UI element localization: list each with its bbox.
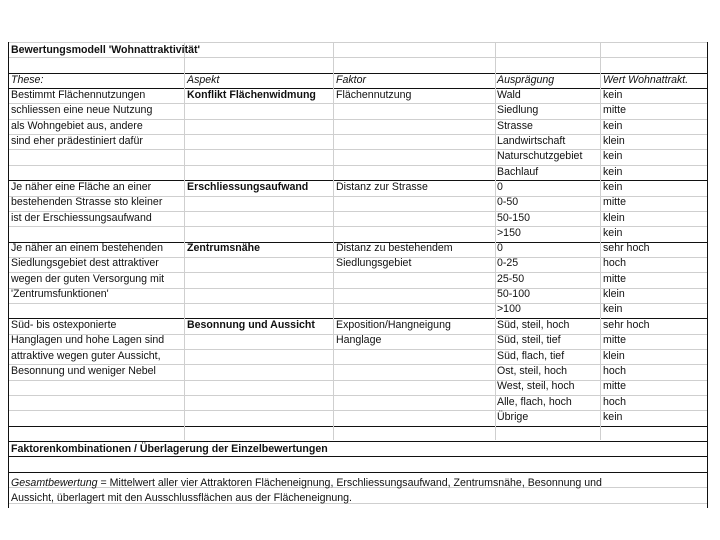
header-these: These: [11,74,44,86]
auspraegung-value: 0 [497,242,503,254]
wert-value: hoch [603,395,626,408]
wert-value: kein [603,303,623,316]
header-faktor: Faktor [336,74,367,86]
grid-col-line [184,42,185,440]
wert-value: kein [603,165,623,178]
wert-value: hoch [603,365,626,378]
faktor-label: Hanglage [336,334,382,347]
grid-col-line [8,42,9,508]
grid-col-line [333,42,334,440]
wert-value: kein [603,411,623,424]
auspraegung-value: 50-100 [497,288,530,301]
auspraegung-value: >100 [497,303,521,316]
auspraegung-value: Ost, steil, hoch [497,365,568,378]
auspraegung-value: West, steil, hoch [497,380,575,393]
auspraegung-value: Naturschutzgebiet [497,150,583,163]
these-line: als Wohngebiet aus, andere [11,119,143,132]
these-line: sind eher prädestiniert dafür [11,135,143,148]
gesamt-label: Gesamtbewertung [11,477,98,489]
these-line: wegen der guten Versorgung mit [11,272,165,285]
aspekt-label: Konflikt Flächenwidmung [187,89,316,101]
auspraegung-value: Landwirtschaft [497,135,566,148]
wert-value: mitte [603,334,626,347]
faktor-label: Flächennutzung [336,89,412,101]
auspraegung-value: Siedlung [497,104,539,117]
these-line: Hanglagen und hohe Lagen sind [11,334,165,347]
wert-value: kein [603,89,623,101]
these-line: Süd- bis ostexponierte [11,319,117,331]
auspraegung-value: 50-150 [497,211,530,224]
faktor-label: Distanz zur Strasse [336,181,428,193]
wert-value: klein [603,349,625,362]
grid-col-line [707,42,708,508]
grid-col-line [495,42,496,440]
auspraegung-value: Süd, flach, tief [497,349,565,362]
spreadsheet [8,42,708,508]
gesamt-text-1: = Mittelwert aller vier Attraktoren Flächeneignung, Erschliessungsaufwand, Zentrumsnähe, Besonnung und [97,477,602,489]
faktor-label: Distanz zu bestehendem [336,242,453,254]
aspekt-label: Zentrumsnähe [187,242,260,254]
these-line: attraktive wegen guter Aussicht, [11,349,161,362]
wert-value: hoch [603,257,626,270]
aspekt-label: Besonnung und Aussicht [187,319,315,331]
these-line: Je näher an einem bestehenden [11,242,163,254]
wert-value: mitte [603,104,626,117]
auspraegung-value: Alle, flach, hoch [497,395,572,408]
these-line: ist der Erschiessungsaufwand [11,211,152,224]
these-line: Je näher eine Fläche an einer [11,181,152,193]
wert-value: mitte [603,272,626,285]
auspraegung-value: Bachlauf [497,165,539,178]
wert-value: klein [603,288,625,301]
auspraegung-value: Wald [497,89,521,101]
these-line: Besonnung und weniger Nebel [11,365,156,378]
auspraegung-value: 25-50 [497,272,525,285]
combination-title: Faktorenkombinationen / Überlagerung der Einzelbewertungen [11,443,328,455]
auspraegung-value: Übrige [497,411,529,424]
grid-row-line [8,472,708,473]
gesamt-line-1 [11,476,602,491]
auspraegung-value: 0-25 [497,257,519,270]
auspraegung-value: >150 [497,227,521,240]
gesamt-line-2: Aussicht, überlagert mit den Ausschlussflächen aus der Flächeneignung. [11,492,352,504]
these-line: 'Zentrumsfunktionen' [11,288,109,301]
sheet-title: Bewertungsmodell 'Wohnattraktivität' [11,44,201,56]
auspraegung-value: 0 [497,181,503,193]
wert-value: sehr hoch [603,319,650,331]
wert-value: klein [603,211,625,224]
header-aspekt: Aspekt [187,74,220,86]
faktor-label: Exposition/Hangneigung [336,319,451,331]
wert-value: klein [603,135,625,148]
header-auspraegung: Ausprägung [497,74,555,86]
these-line: schliessen eine neue Nutzung [11,104,153,117]
header-wert: Wert Wohnattrakt. [603,74,689,86]
auspraegung-value: Süd, steil, hoch [497,319,570,331]
auspraegung-value: 0-50 [497,196,519,209]
auspraegung-value: Strasse [497,119,533,132]
these-line: bestehenden Strasse sto kleiner [11,196,163,209]
grid-col-line [600,42,601,440]
wert-value: kein [603,181,623,193]
wert-value: mitte [603,380,626,393]
wert-value: kein [603,227,623,240]
wert-value: sehr hoch [603,242,650,254]
these-line: Siedlungsgebiet dest attraktiver [11,257,159,270]
wert-value: kein [603,150,623,163]
wert-value: mitte [603,196,626,209]
aspekt-label: Erschliessungsaufwand [187,181,309,193]
these-line: Bestimmt Flächennutzungen [11,89,146,101]
grid-row-line [8,426,708,427]
wert-value: kein [603,119,623,132]
auspraegung-value: Süd, steil, tief [497,334,561,347]
faktor-label: Siedlungsgebiet [336,257,412,270]
